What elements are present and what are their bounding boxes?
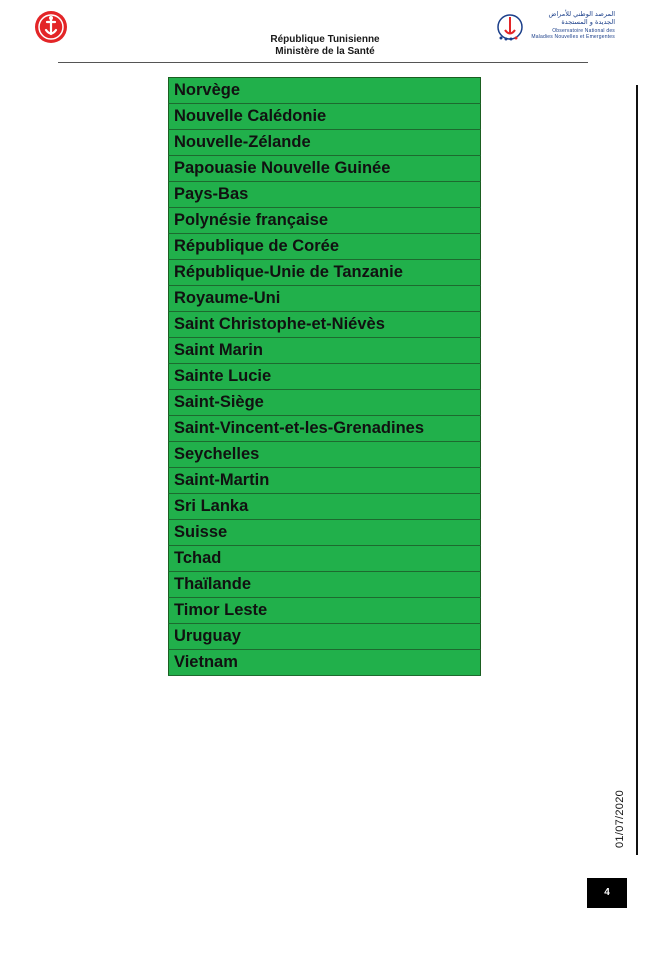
country-cell: Sainte Lucie [169,364,481,390]
country-cell: Papouasie Nouvelle Guinée [169,156,481,182]
document-date: 01/07/2020 [614,789,626,848]
table-row [169,442,481,468]
country-cell: Norvège [169,78,481,104]
table-row [169,624,481,650]
table-row [169,650,481,676]
table-row [169,468,481,494]
table-row [169,598,481,624]
country-cell: Uruguay [169,624,481,650]
country-cell: Timor Leste [169,598,481,624]
country-cell: Royaume-Uni [169,286,481,312]
observatory-arabic-line2: الجديدة و المستجدة [561,18,615,26]
observatory-french-line2: Maladies Nouvelles et Emergentes [531,34,615,40]
country-cell: Vietnam [169,650,481,676]
country-cell: Pays-Bas [169,182,481,208]
country-cell: Tchad [169,546,481,572]
table-row [169,416,481,442]
table-row [169,208,481,234]
country-cell: Nouvelle-Zélande [169,130,481,156]
table-row [169,312,481,338]
country-cell: Thaïlande [169,572,481,598]
country-cell: Sri Lanka [169,494,481,520]
header-title [200,34,450,58]
table-row [169,78,481,104]
observatory-french-line1: Observatoire National des [552,28,615,34]
country-cell: Nouvelle Calédonie [169,104,481,130]
table-row [169,338,481,364]
country-cell: Saint-Vincent-et-les-Grenadines [169,416,481,442]
table-row [169,494,481,520]
table-row [169,520,481,546]
header-republic: République Tunisienne [270,34,380,45]
table-row [169,390,481,416]
country-table [168,77,481,676]
page-number: 4 [587,878,627,908]
country-cell: Polynésie française [169,208,481,234]
observatory-logo [495,10,620,44]
table-row [169,572,481,598]
table-row [169,130,481,156]
ministry-logo-icon [34,10,68,44]
country-cell: Saint Marin [169,338,481,364]
country-table-body [169,78,481,676]
observatory-arabic-line1: المرصد الوطني للأمراض [548,10,615,18]
table-row [169,234,481,260]
country-cell: Saint Christophe-et-Niévès [169,312,481,338]
table-row [169,104,481,130]
table-row [169,156,481,182]
country-cell: République de Corée [169,234,481,260]
country-cell: Suisse [169,520,481,546]
table-row [169,546,481,572]
country-cell: Seychelles [169,442,481,468]
right-margin-rule [636,85,638,855]
header-ministry: Ministère de la Santé [275,46,375,57]
header-divider [58,62,588,63]
table-row [169,364,481,390]
country-cell: République-Unie de Tanzanie [169,260,481,286]
country-cell: Saint-Martin [169,468,481,494]
table-row [169,182,481,208]
country-cell: Saint-Siège [169,390,481,416]
table-row [169,260,481,286]
table-row [169,286,481,312]
